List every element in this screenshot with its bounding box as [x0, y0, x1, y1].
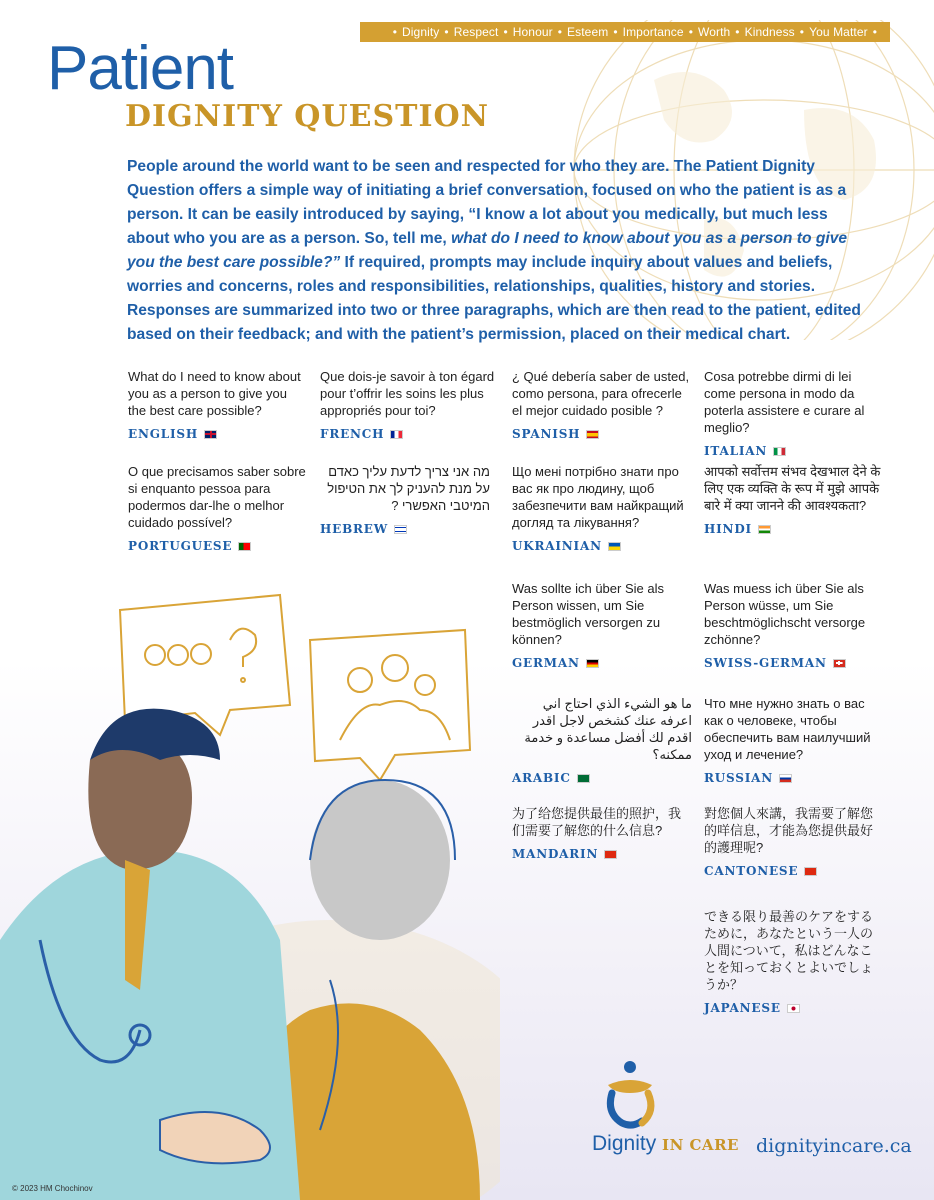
question-text: Was muess ich über Sie als Person wüsse, um Sie beschtmöglichscht versorge zchönne?	[704, 581, 866, 647]
question-text: Що мені потрібно знати про вас як про людину, щоб забезпечити вам найкращий догляд та лікування?	[512, 464, 684, 530]
question-hindi	[704, 463, 884, 536]
japan-flag-icon	[787, 1004, 800, 1013]
language-label: ARABIC	[512, 771, 571, 785]
brand-name	[592, 1132, 739, 1156]
question-cantonese	[704, 805, 874, 878]
family-bubble-icon	[310, 630, 470, 780]
question-german	[512, 580, 692, 670]
question-ukrainian	[512, 463, 692, 553]
question-text: 为了给您提供最佳的照护，我们需要了解您的什么信息?	[512, 806, 682, 838]
dignity-in-care-logo-icon	[590, 1055, 670, 1135]
copyright: © 2023 HM Chochinov	[12, 1184, 93, 1193]
doctor-patient-illustration	[0, 560, 500, 1200]
page-title: Patient	[47, 34, 234, 103]
france-flag-icon	[390, 430, 403, 439]
israel-flag-icon	[394, 525, 407, 534]
intro-paragraph	[127, 155, 867, 347]
language-label: ITALIAN	[704, 444, 768, 458]
india-flag-icon	[758, 525, 771, 534]
intro-text-1: People around the world want to be seen and respected for who they are. The Patient Dignity Question offers a simple way of initiating a brief conversation, focused on who the patient is as a person. It can be easily introduced by saying, “I know a lot about you medically, but much less about who you are as a person. So, tell me,	[127, 158, 847, 247]
question-text: O que precisamos saber sobre si enquanto pessoa para podermos dar-lhe o melhor cuidado possível?	[128, 464, 306, 530]
language-label: SPANISH	[512, 427, 581, 441]
brand-word: Dignity	[592, 1132, 657, 1155]
portugal-flag-icon	[238, 542, 251, 551]
doctor-figure	[0, 709, 300, 1200]
question-italian	[704, 368, 884, 458]
intro-question: what do I need to know about you as a person to give you the best care possible?”	[127, 230, 848, 271]
value-word: Honour	[512, 25, 553, 39]
language-label: MANDARIN	[512, 847, 599, 861]
switzerland-flag-icon	[833, 659, 846, 668]
spain-flag-icon	[586, 430, 599, 439]
question-english	[128, 368, 308, 441]
russia-flag-icon	[779, 774, 792, 783]
values-bar	[360, 22, 890, 42]
value-word: Worth	[698, 25, 731, 39]
bullet-icon: •	[392, 25, 398, 39]
bullet-icon: •	[799, 25, 805, 39]
language-label: HEBREW	[320, 522, 389, 536]
question-spanish	[512, 368, 692, 441]
ukraine-flag-icon	[608, 542, 621, 551]
value-word: Respect	[453, 25, 499, 39]
language-label: JAPANESE	[704, 1001, 781, 1015]
saudi-flag-icon	[577, 774, 590, 783]
italy-flag-icon	[773, 447, 786, 456]
hongkong-flag-icon	[804, 867, 817, 876]
bullet-icon: •	[444, 25, 449, 39]
question-russian	[704, 695, 884, 785]
website-link[interactable]: dignityincare.ca	[756, 1135, 912, 1157]
question-text: What do I need to know about you as a person to give you the best care possible?	[128, 369, 301, 418]
question-text: ¿ Qué debería saber de usted, como persona, para ofrecerle el mejor cuidado posible ?	[512, 369, 690, 418]
question-text: 對您個人來講，我需要了解您的咩信息，才能為您提供最好的護理呢?	[704, 806, 874, 855]
bullet-icon: •	[735, 25, 740, 39]
question-hebrew	[320, 463, 490, 536]
language-label: GERMAN	[512, 656, 580, 670]
bullet-icon: •	[557, 25, 563, 39]
china-flag-icon	[604, 850, 617, 859]
question-text: Que dois-je savoir à ton égard pour t’offrir les soins les plus appropriés pour toi?	[320, 369, 495, 418]
value-word: Importance	[622, 25, 684, 39]
language-label: PORTUGUESE	[128, 539, 233, 553]
question-text: आपको सर्वोत्तम संभव देखभाल देने के लिए एक व्यक्ति के रूप में मुझे आपके बारे में क्या जानने की आवश्यकता?	[704, 464, 881, 513]
uk-flag-icon	[204, 430, 217, 439]
bullet-icon: •	[872, 25, 877, 39]
bullet-icon: •	[613, 25, 618, 39]
value-word: You Matter	[809, 25, 868, 39]
language-label: RUSSIAN	[704, 771, 773, 785]
bullet-icon: •	[503, 25, 508, 39]
value-word: Kindness	[744, 25, 795, 39]
language-label: SWISS-GERMAN	[704, 656, 827, 670]
language-label: UKRAINIAN	[512, 539, 602, 553]
question-text: Что мне нужно знать о вас как о человеке, чтобы обеспечить вам наилучший уход и лечение?	[704, 696, 871, 762]
language-label: FRENCH	[320, 427, 385, 441]
question-text: できる限り最善のケアをするために，あなたという一人の人間について，私はどんなことを知っておくとよいでしょうか？	[704, 909, 874, 992]
question-text: Cosa potrebbe dirmi di lei come persona in modo da poterla assistere e curare al meglio?	[704, 369, 865, 435]
page-subtitle: DIGNITY QUESTION	[125, 99, 490, 134]
germany-flag-icon	[586, 659, 599, 668]
bullet-icon: •	[688, 25, 693, 39]
question-portuguese	[128, 463, 308, 553]
value-word: Dignity	[402, 25, 440, 39]
value-word: Esteem	[567, 25, 609, 39]
question-text: Was sollte ich über Sie als Person wissen, um Sie bestmöglich versorgen zu können?	[512, 581, 664, 647]
language-label: ENGLISH	[128, 427, 199, 441]
question-text: ما هو الشيء الذي احتاج اني اعرفه عنك كشخص لاجل اقدر اقدم لك أفضل مساعدة و خدمة ممكنه؟	[524, 696, 692, 762]
question-swiss-german	[704, 580, 884, 670]
question-text: מה אני צריך לדעת עליך כאדם על מנת להעניק לך את הטיפול המיטבי האפשרי ?	[327, 464, 490, 513]
brand-suffix: IN CARE	[662, 1136, 739, 1154]
language-label: CANTONESE	[704, 864, 799, 878]
intro-text-2: If required, prompts may include inquiry about values and beliefs, worries and concerns, roles and responsibilities, relationships, qualities, history and stories. Responses are summarized into two or three paragraphs, which are then read to the patient, edited based on their feedback; and with the patient’s permission, placed on their medical chart.	[127, 254, 861, 343]
question-mandarin	[512, 805, 690, 861]
question-french	[320, 368, 500, 441]
language-label: HINDI	[704, 522, 752, 536]
question-japanese	[704, 908, 874, 1015]
question-arabic	[512, 695, 692, 785]
